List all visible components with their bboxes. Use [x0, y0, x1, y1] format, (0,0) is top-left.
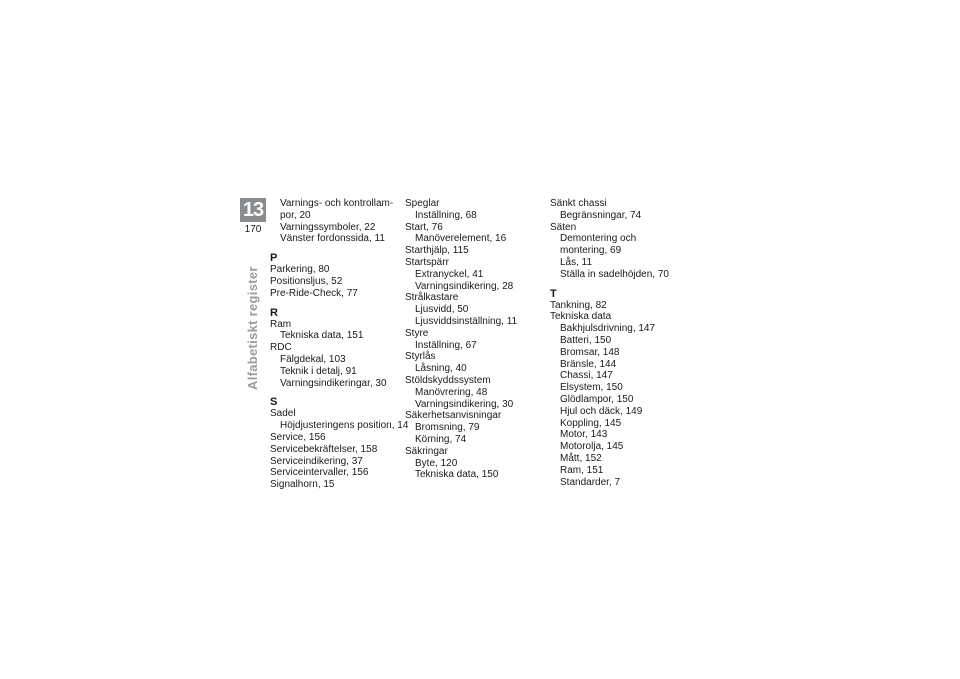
index-entry: Tekniska data [550, 311, 612, 323]
index-subentry: Hjul och däck, 149 [560, 405, 643, 417]
index-entry: Ram [270, 318, 292, 330]
index-subentry: Inställning, 67 [415, 339, 477, 351]
index-subentry: Glödlampor, 150 [560, 393, 634, 405]
index-subentry: Ljusviddsinställning, 11 [415, 315, 518, 327]
index-entry: Stöldskyddssystem [405, 374, 491, 386]
index-entry: Speglar [405, 198, 440, 209]
index-subentry: Mått, 152 [560, 452, 602, 464]
index-entry: Styre [405, 327, 429, 339]
index-entry: Tankning, 82 [550, 299, 607, 311]
index-subentry: Låsning, 40 [415, 363, 467, 375]
index-subentry: Tekniska data, 150 [415, 469, 499, 481]
index-subentry: Bränsle, 144 [560, 358, 617, 370]
chapter-number: 13 [240, 198, 266, 222]
index-entry: Serviceindikering, 37 [270, 455, 363, 467]
index-subentry: Ljusvidd, 50 [415, 304, 469, 316]
index-entry: Säkringar [405, 445, 448, 457]
index-entry: Startspärr [405, 256, 449, 268]
index-entry: Parkering, 80 [270, 264, 330, 276]
index-entry: Positionsljus, 52 [270, 275, 343, 287]
index-subentry: Lås, 11 [560, 256, 593, 268]
index-column-3 [550, 198, 686, 488]
index-subentry: Höjdjusteringens position, 14 [280, 420, 409, 432]
index-subentry: Bakhjulsdrivning, 147 [560, 323, 656, 335]
index-subentry: Varningsindikering, 30 [415, 398, 514, 410]
index-letter-heading: T [550, 287, 557, 300]
index-entry: Säten [550, 221, 577, 233]
index-subentry: Manöverelement, 16 [415, 233, 507, 245]
index-subentry: Extranyckel, 41 [415, 268, 484, 280]
index-subentry: Demontering och [560, 233, 637, 245]
index-entry: Sadel [270, 408, 296, 420]
index-subentry: montering, 69 [560, 245, 622, 257]
index-entry: Starthjälp, 115 [405, 245, 469, 257]
index-entry: Signalhorn, 15 [270, 479, 335, 491]
index-subentry: Vänster fordonssida, 11 [280, 233, 385, 245]
index-subentry: Koppling, 145 [560, 417, 622, 429]
chapter-tab [240, 198, 266, 238]
index-entry: RDC [270, 342, 292, 354]
index-subentry: Varningsindikeringar, 30 [280, 377, 387, 389]
index-subentry: Manövrering, 48 [415, 386, 488, 398]
index-column-1 [270, 198, 409, 491]
index-entry: Start, 76 [405, 221, 443, 233]
index-subentry: Batteri, 150 [560, 334, 612, 346]
index-subentry: Elsystem, 150 [560, 382, 623, 394]
index-subentry: Motor, 143 [560, 429, 608, 441]
index-subentry: Körning, 74 [415, 433, 467, 445]
index-subentry: Bromsning, 79 [415, 422, 480, 434]
index-entry: Säkerhetsanvisningar [405, 410, 502, 422]
index-subentry: Varningsindikering, 28 [415, 280, 514, 292]
index-subentry: Chassi, 147 [560, 370, 613, 382]
index-entry: Sänkt chassi [550, 198, 607, 209]
index-column-2 [405, 198, 541, 481]
index-subentry: Motorolja, 145 [560, 441, 624, 453]
chapter-title: Alfabetiskt register [245, 266, 260, 390]
index-letter-heading: S [270, 396, 278, 409]
index-subentry: Bromsar, 148 [560, 346, 620, 358]
index-entry: Service, 156 [270, 431, 326, 443]
index-subentry: Byte, 120 [415, 457, 458, 469]
index-entry: Styrlås [405, 351, 436, 363]
page-number: 170 [244, 224, 262, 235]
index-entry: Servicebekräftelser, 158 [270, 443, 378, 455]
index-subentry: Ställa in sadelhöjden, 70 [560, 268, 669, 280]
index-subentry: Ram, 151 [560, 464, 604, 476]
index-subentry: Teknik i detalj, 91 [280, 365, 357, 377]
index-subentry: Tekniska data, 151 [280, 330, 364, 342]
index-subentry: Begränsningar, 74 [560, 209, 642, 221]
index-subentry: Standarder, 7 [560, 476, 621, 488]
index-letter-heading: P [270, 252, 278, 265]
index-subentry: por, 20 [280, 209, 311, 221]
index-subentry: Varnings- och kontrollam- [280, 198, 394, 209]
index-subentry: Varningssymboler, 22 [280, 221, 376, 233]
index-subentry: Inställning, 68 [415, 209, 477, 221]
index-subentry: Fälgdekal, 103 [280, 353, 346, 365]
index-entry: Pre-Ride-Check, 77 [270, 287, 358, 299]
index-entry: Serviceintervaller, 156 [270, 467, 369, 479]
index-entry: Strålkastare [405, 292, 459, 304]
index-letter-heading: R [270, 306, 278, 319]
